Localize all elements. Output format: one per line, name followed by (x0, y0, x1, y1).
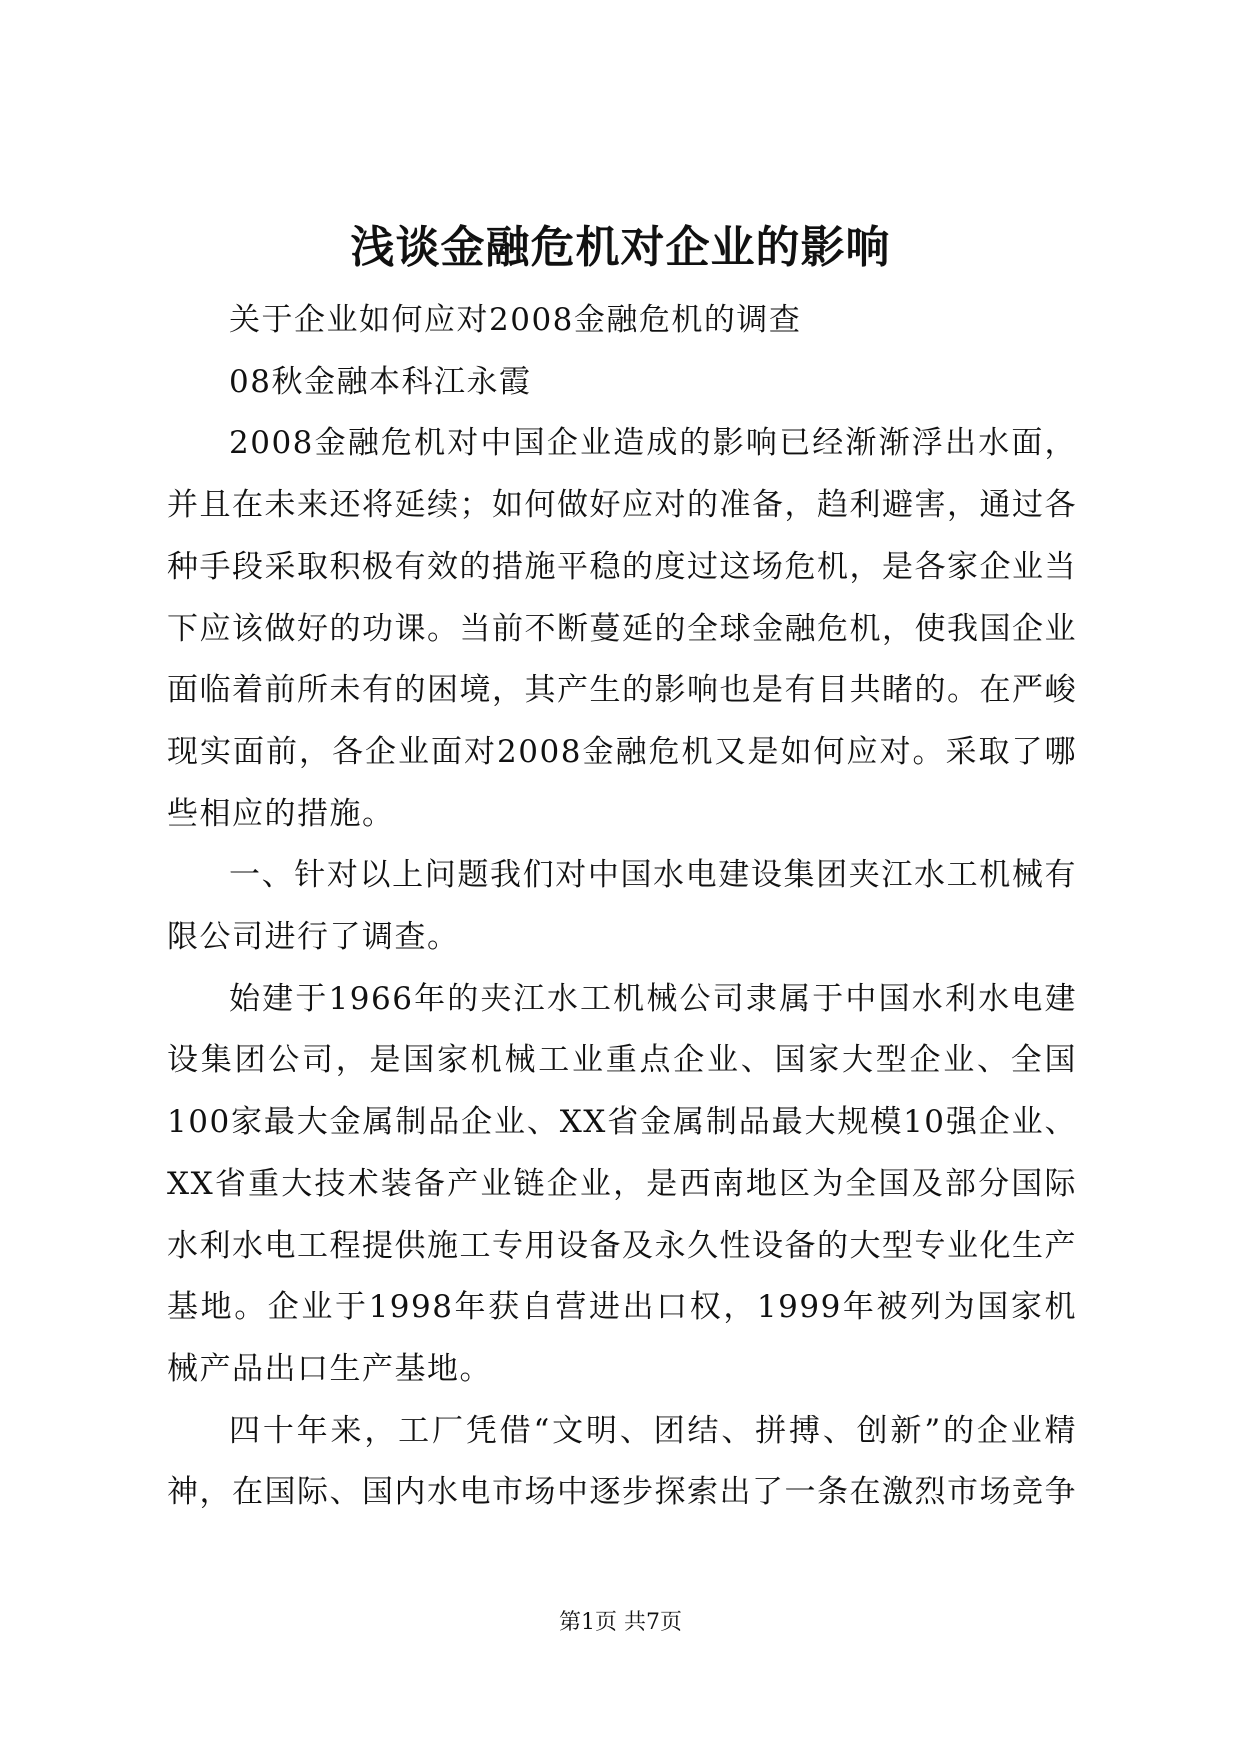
document-subtitle: 关于企业如何应对2008金融危机的调查 (229, 302, 802, 338)
document-title: 浅谈金融危机对企业的影响 (350, 222, 891, 273)
paragraph-section-one: 一、针对以上问题我们对中国水电建设集团夹江水工机械有限公司进行了调查。 (167, 857, 1077, 956)
author-line: 08秋金融本科江永霞 (229, 363, 532, 400)
page-number: 第1页 共7页 (559, 1610, 682, 1635)
paragraph-history: 四十年来，工厂凭借“文明、团结、拼搏、创新”的企业精神，在国际、国内水电市场中逐步探索出了一条在激烈市场竞争 (167, 1412, 1077, 1511)
document-body (167, 290, 1077, 1524)
paragraph-intro: 2008金融危机对中国企业造成的影响已经渐渐浮出水面，并且在未来还将延续；如何做好应对的准备，趋利避害，通过各种手段采取积极有效的措施平稳的度过这场危机，是各家企业当下应该做好的功课。当前不断蔓延的全球金融危机，使我国企业面临着前所未有的困境，其产生的影响也是有目共睹的。在严峻现实面前，各企业面对2008金融危机又是如何应对。采取了哪些相应的措施。 (167, 425, 1077, 832)
paragraph-company-profile: 始建于1966年的夹江水工机械公司隶属于中国水利水电建设集团公司，是国家机械工业重点企业、国家大型企业、全国100家最大金属制品企业、XX省金属制品最大规模10强企业、XX省重大技术装备产业链企业，是西南地区为全国及部分国际水利水电工程提供施工专用设备及永久性设备的大型专业化生产基地。企业于1998年获自营进出口权，1999年被列为国家机械产品出口生产基地。 (167, 980, 1077, 1387)
